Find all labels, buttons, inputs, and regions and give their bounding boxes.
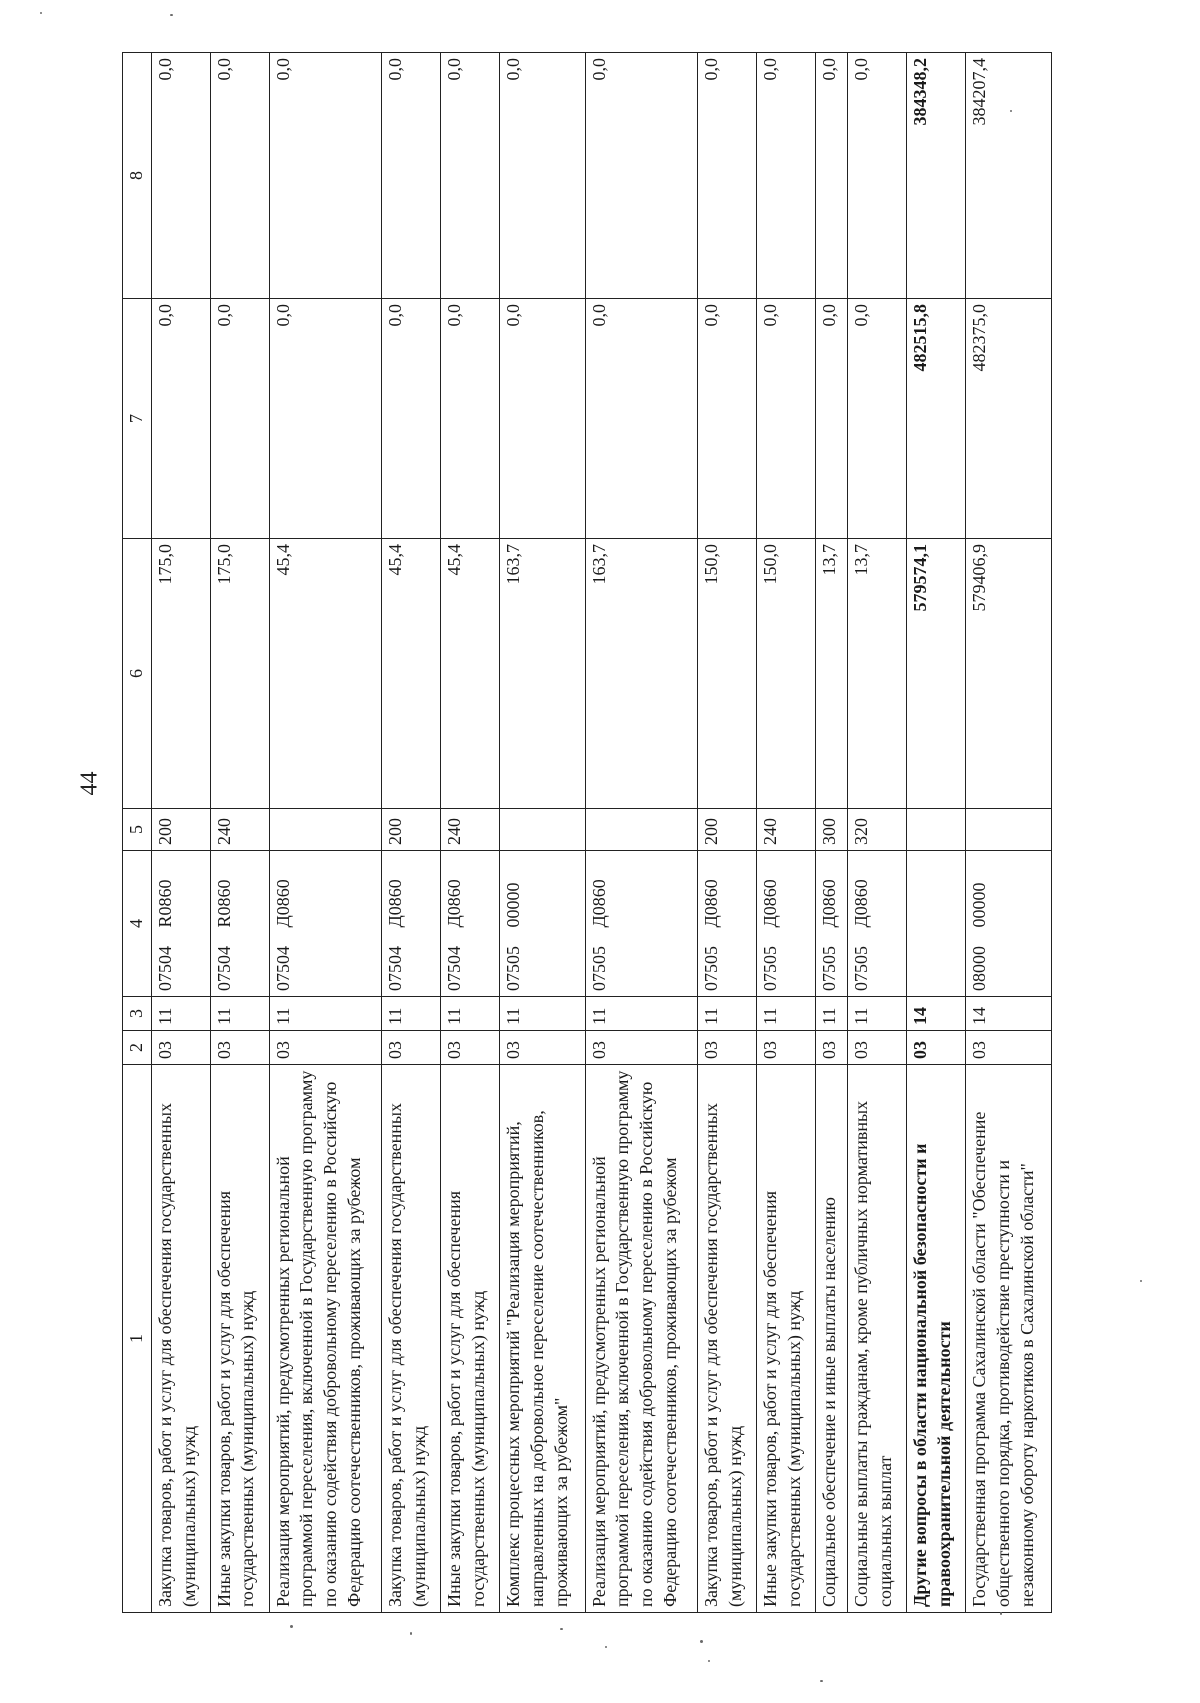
- row-value-col7: 482375,0: [966, 299, 1052, 539]
- row-value-col7: 0,0: [151, 299, 210, 539]
- row-section: 03: [907, 1031, 966, 1065]
- row-target-code: 07504 Д0860: [382, 851, 441, 997]
- row-value-col7: 0,0: [500, 299, 586, 539]
- scan-speck: [1010, 110, 1012, 112]
- table-row: [500, 53, 586, 1613]
- scan-speck: [820, 1680, 823, 1682]
- row-expense-type: 200: [382, 809, 441, 851]
- row-value-col6: 579406,9: [966, 539, 1052, 809]
- row-name: Иные закупки товаров, работ и услуг для обеспечения государственных (муниципальных) нужд: [441, 1065, 500, 1613]
- table-row: [210, 53, 269, 1613]
- row-value-col8: 384348,2: [907, 53, 966, 299]
- rotated-table-scan: [122, 53, 1052, 1613]
- row-subsection: 11: [500, 997, 586, 1031]
- scan-speck: [700, 1640, 703, 1643]
- row-value-col8: 0,0: [757, 53, 816, 299]
- row-subsection: 11: [269, 997, 381, 1031]
- table-row: [441, 53, 500, 1613]
- row-value-col7: 0,0: [757, 299, 816, 539]
- table-row: [698, 53, 757, 1613]
- row-value-col6: 150,0: [698, 539, 757, 809]
- row-name: Закупка товаров, работ и услуг для обеспечения государственных (муниципальных) нужд: [382, 1065, 441, 1613]
- scan-speck: [170, 14, 173, 16]
- row-target-code: 08000 00000: [966, 851, 1052, 997]
- row-subsection: 11: [698, 997, 757, 1031]
- row-target-code: 07504 Д0860: [269, 851, 381, 997]
- row-expense-type: 200: [698, 809, 757, 851]
- row-section: 03: [382, 1031, 441, 1065]
- row-value-col8: 0,0: [848, 53, 907, 299]
- row-subsection: 11: [382, 997, 441, 1031]
- row-target-code: 07504 R0860: [210, 851, 269, 997]
- row-section: 03: [585, 1031, 697, 1065]
- row-expense-type: 300: [816, 809, 848, 851]
- row-section: 03: [966, 1031, 1052, 1065]
- row-section: 03: [269, 1031, 381, 1065]
- row-name: Реализация мероприятий, предусмотренных региональной программой переселения, включенной в Государственную программу по оказанию содействия добровольному переселению в Российскую Федерацию соотечественников, проживающих за рубежом: [585, 1065, 697, 1613]
- row-section: 03: [757, 1031, 816, 1065]
- table-row: [269, 53, 381, 1613]
- row-value-col6: 175,0: [210, 539, 269, 809]
- column-header: 4: [123, 851, 152, 997]
- row-name: Государственная программа Сахалинской области "Обеспечение общественного порядка, противодействие преступности и незаконному обороту наркотиков в Сахалинской области": [966, 1065, 1052, 1613]
- row-value-col8: 0,0: [151, 53, 210, 299]
- row-name: Закупка товаров, работ и услуг для обеспечения государственных (муниципальных) нужд: [151, 1065, 210, 1613]
- row-section: 03: [816, 1031, 848, 1065]
- row-target-code: 07504 Д0860: [441, 851, 500, 997]
- row-value-col8: 0,0: [382, 53, 441, 299]
- row-name: Комплекс процессных мероприятий "Реализация мероприятий, направленных на добровольное переселение соотечественников, проживающих за рубежом": [500, 1065, 586, 1613]
- row-section: 03: [210, 1031, 269, 1065]
- row-value-col7: 0,0: [269, 299, 381, 539]
- column-header: 1: [123, 1065, 152, 1613]
- table-row: [585, 53, 697, 1613]
- row-expense-type: 320: [848, 809, 907, 851]
- row-value-col8: 0,0: [816, 53, 848, 299]
- scan-speck: [1140, 1280, 1142, 1282]
- budget-table: [122, 52, 1052, 1613]
- column-header: 8: [123, 53, 152, 299]
- row-value-col7: 0,0: [698, 299, 757, 539]
- page-number: 44: [76, 771, 103, 796]
- row-subsection: 11: [441, 997, 500, 1031]
- row-target-code: 07504 R0860: [151, 851, 210, 997]
- row-name: Иные закупки товаров, работ и услуг для обеспечения государственных (муниципальных) нужд: [210, 1065, 269, 1613]
- row-value-col6: 45,4: [269, 539, 381, 809]
- scan-speck: [290, 1625, 293, 1628]
- row-subsection: 11: [151, 997, 210, 1031]
- table-row-subtotal: [907, 53, 966, 1613]
- row-expense-type: 240: [210, 809, 269, 851]
- scan-speck: [605, 1646, 607, 1648]
- table-row: [966, 53, 1052, 1613]
- row-subsection: 11: [848, 997, 907, 1031]
- row-value-col8: 0,0: [585, 53, 697, 299]
- row-expense-type: 200: [151, 809, 210, 851]
- row-value-col6: 163,7: [500, 539, 586, 809]
- table-row: [816, 53, 848, 1613]
- row-value-col8: 0,0: [698, 53, 757, 299]
- row-name: Социальное обеспечение и иные выплаты населению: [816, 1065, 848, 1613]
- row-expense-type: [907, 809, 966, 851]
- row-subsection: 11: [757, 997, 816, 1031]
- row-value-col6: 45,4: [382, 539, 441, 809]
- row-target-code: 07505 Д0860: [848, 851, 907, 997]
- row-name: Социальные выплаты гражданам, кроме публичных нормативных социальных выплат: [848, 1065, 907, 1613]
- row-target-code: 07505 00000: [500, 851, 586, 997]
- row-value-col7: 0,0: [816, 299, 848, 539]
- row-value-col6: 150,0: [757, 539, 816, 809]
- row-expense-type: 240: [441, 809, 500, 851]
- scan-speck: [560, 1628, 563, 1630]
- row-value-col6: 163,7: [585, 539, 697, 809]
- row-value-col6: 13,7: [816, 539, 848, 809]
- row-value-col8: 0,0: [210, 53, 269, 299]
- row-value-col6: 13,7: [848, 539, 907, 809]
- row-target-code: [907, 851, 966, 997]
- header-row: [123, 53, 152, 1613]
- scan-speck: [708, 1660, 710, 1662]
- row-value-col7: 0,0: [848, 299, 907, 539]
- scan-speck: [40, 12, 42, 14]
- row-value-col8: 0,0: [500, 53, 586, 299]
- row-target-code: 07505 Д0860: [698, 851, 757, 997]
- column-header: 2: [123, 1031, 152, 1065]
- column-header: 6: [123, 539, 152, 809]
- row-target-code: 07505 Д0860: [585, 851, 697, 997]
- row-expense-type: 240: [757, 809, 816, 851]
- row-expense-type: [269, 809, 381, 851]
- column-header: 5: [123, 809, 152, 851]
- table-row: [757, 53, 816, 1613]
- row-value-col8: 384207,4: [966, 53, 1052, 299]
- row-name: Закупка товаров, работ и услуг для обеспечения государственных (муниципальных) нужд: [698, 1065, 757, 1613]
- table-row: [382, 53, 441, 1613]
- scan-speck: [1000, 1612, 1002, 1615]
- row-subsection: 14: [907, 997, 966, 1031]
- row-value-col7: 0,0: [210, 299, 269, 539]
- row-section: 03: [441, 1031, 500, 1065]
- column-header: 3: [123, 997, 152, 1031]
- row-value-col7: 0,0: [441, 299, 500, 539]
- row-section: 03: [500, 1031, 586, 1065]
- row-value-col8: 0,0: [441, 53, 500, 299]
- row-value-col6: 175,0: [151, 539, 210, 809]
- row-expense-type: [966, 809, 1052, 851]
- table-row: [848, 53, 907, 1613]
- row-section: 03: [698, 1031, 757, 1065]
- row-target-code: 07505 Д0860: [816, 851, 848, 997]
- column-header: 7: [123, 299, 152, 539]
- row-expense-type: [500, 809, 586, 851]
- row-name: Иные закупки товаров, работ и услуг для обеспечения государственных (муниципальных) нужд: [757, 1065, 816, 1613]
- row-subsection: 11: [585, 997, 697, 1031]
- row-subsection: 14: [966, 997, 1052, 1031]
- row-expense-type: [585, 809, 697, 851]
- scan-speck: [410, 1632, 412, 1635]
- row-value-col7: 0,0: [382, 299, 441, 539]
- row-target-code: 07505 Д0860: [757, 851, 816, 997]
- row-value-col7: 0,0: [585, 299, 697, 539]
- row-value-col8: 0,0: [269, 53, 381, 299]
- row-section: 03: [848, 1031, 907, 1065]
- row-subsection: 11: [816, 997, 848, 1031]
- row-value-col7: 482515,8: [907, 299, 966, 539]
- row-name: Реализация мероприятий, предусмотренных региональной программой переселения, включенной в Государственную программу по оказанию содействия добровольному переселению в Российскую Федерацию соотечественников, проживающих за рубежом: [269, 1065, 381, 1613]
- row-section: 03: [151, 1031, 210, 1065]
- table-row: [151, 53, 210, 1613]
- row-name: Другие вопросы в области национальной безопасности и правоохранительной деятельности: [907, 1065, 966, 1613]
- row-value-col6: 45,4: [441, 539, 500, 809]
- row-subsection: 11: [210, 997, 269, 1031]
- row-value-col6: 579574,1: [907, 539, 966, 809]
